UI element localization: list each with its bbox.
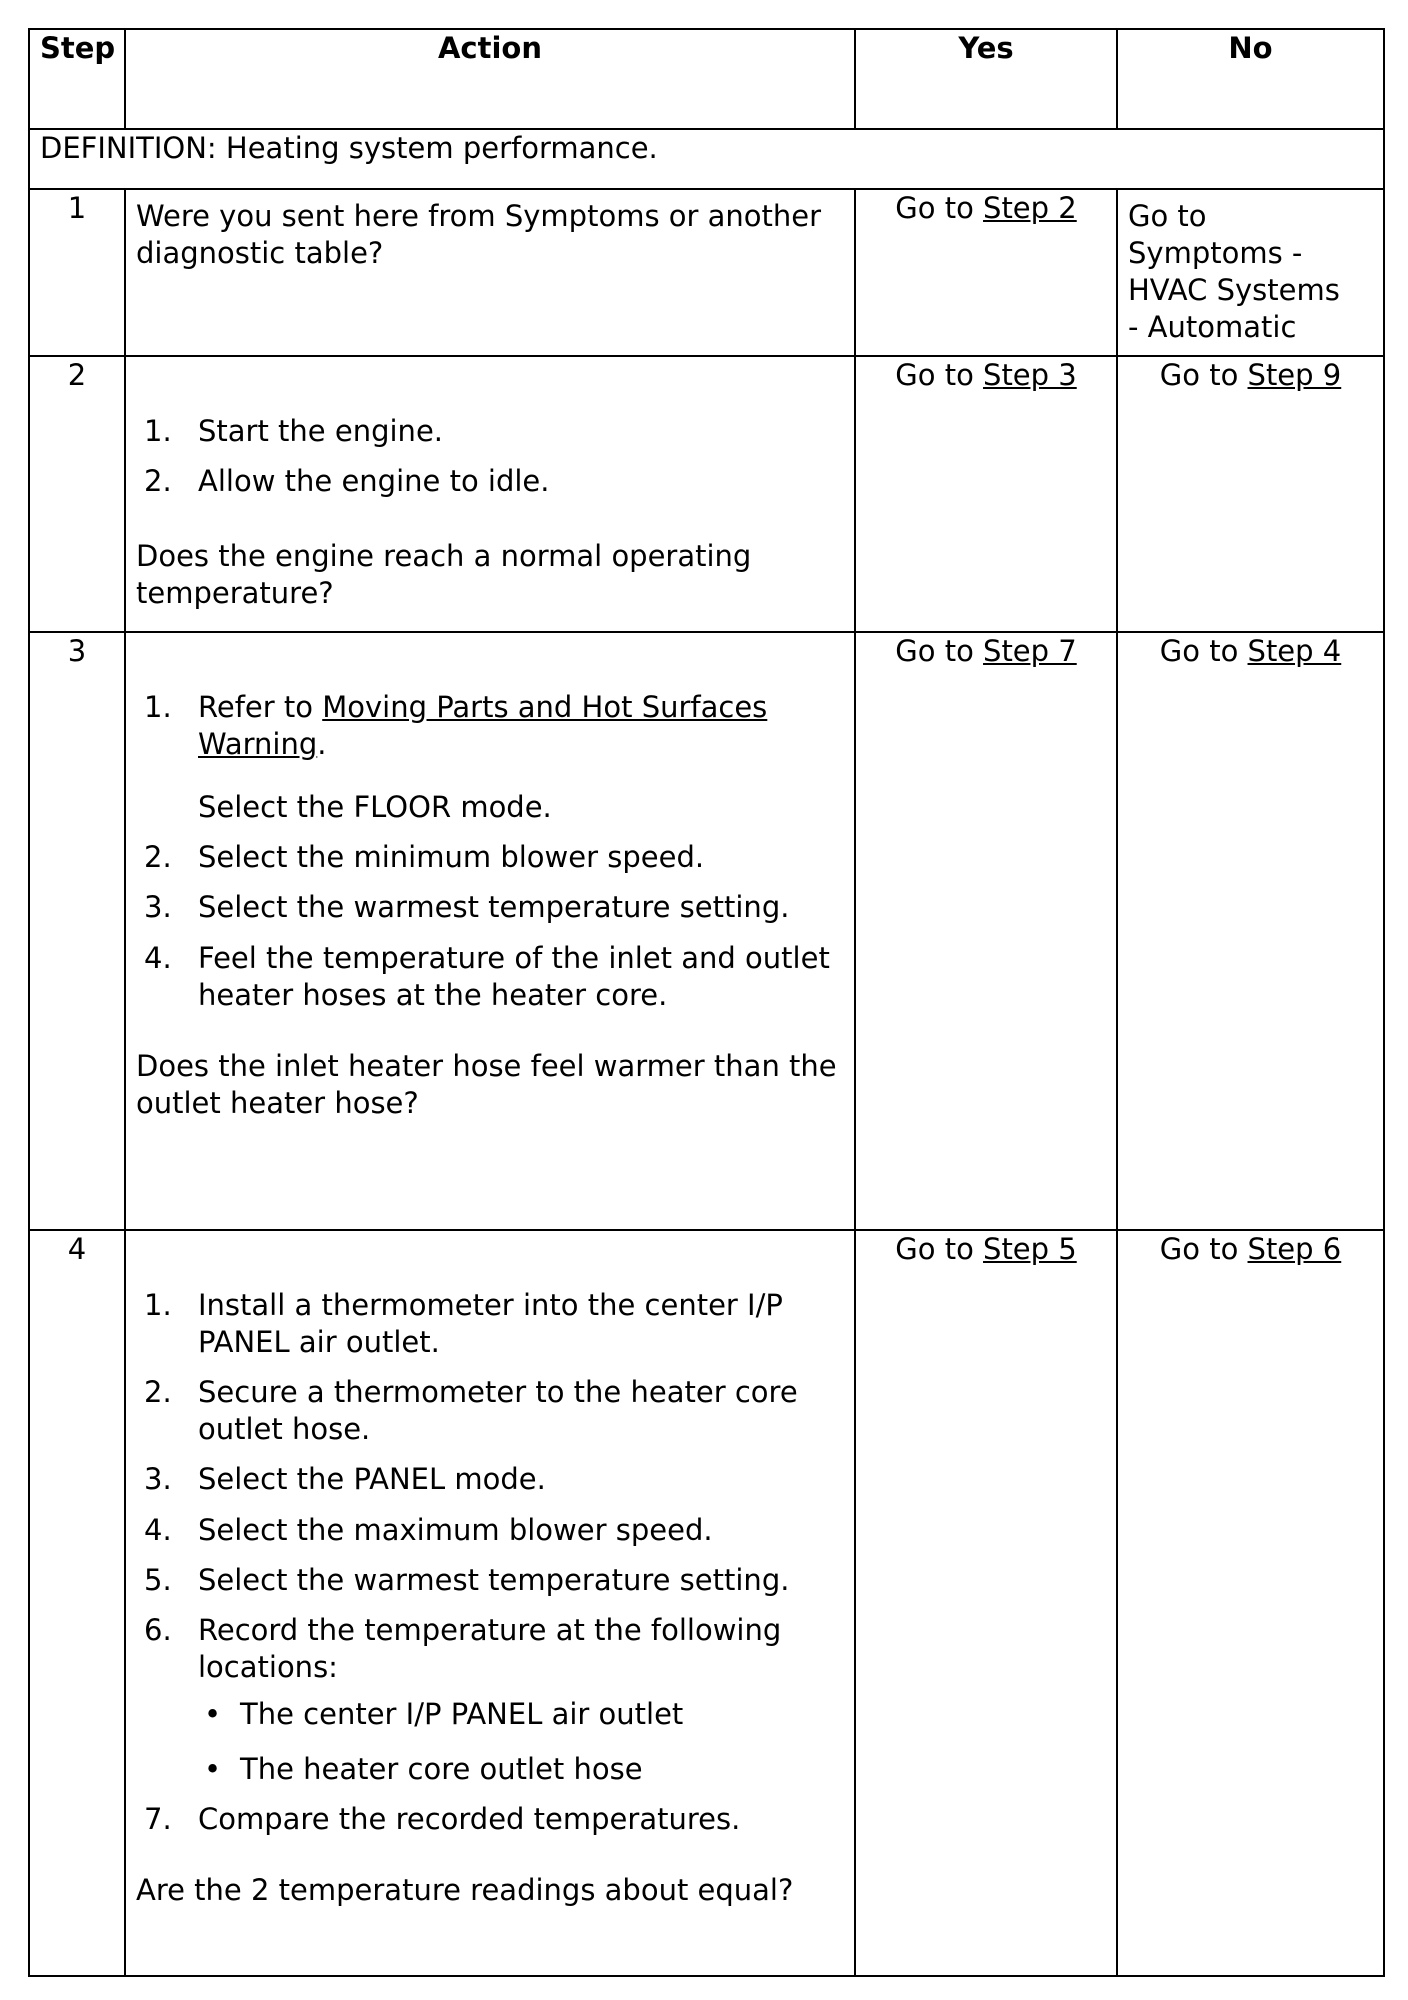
action-cell (125, 632, 855, 1230)
step-6-link[interactable]: Step 6 (1247, 1232, 1342, 1266)
step-number: 1 (29, 189, 125, 356)
table-row (29, 356, 1384, 632)
instruction-list (136, 413, 844, 500)
item-number: 7. (144, 1802, 172, 1837)
list-item (136, 1512, 844, 1549)
header-step: Step (29, 29, 125, 129)
item-text: Select the warmest temperature setting. (198, 890, 790, 925)
definition-row (29, 129, 1384, 189)
item-number: 3. (144, 890, 172, 925)
no-cell (1117, 632, 1384, 1230)
go-to-text: Go to (1159, 634, 1239, 668)
item-number: 2. (144, 1375, 172, 1410)
list-item (136, 1374, 844, 1448)
item-text: Select the maximum blower speed. (198, 1512, 713, 1547)
question-text: Does the inlet heater hose feel warmer than the outlet heater hose? (136, 1048, 837, 1120)
instruction-list (136, 689, 844, 1014)
list-item (136, 463, 844, 500)
no-cell (1117, 1230, 1384, 1976)
item-number: 1. (144, 690, 172, 724)
item-text: Compare the recorded temperatures. (198, 1802, 741, 1837)
list-item (136, 1801, 844, 1838)
bullet-text: The center I/P PANEL air outlet (240, 1696, 684, 1731)
step-number: 3 (29, 632, 125, 1230)
step-3-link[interactable]: Step 3 (983, 358, 1077, 392)
table-row (29, 632, 1384, 1230)
item-number: 1. (144, 414, 172, 448)
item-text: Feel the temperature of the inlet and outlet heater hoses at the heater core. (198, 940, 830, 1012)
step-2-link[interactable]: Step 2 (983, 191, 1077, 225)
item-text: Select the PANEL mode. (198, 1462, 546, 1497)
action-cell (125, 356, 855, 632)
item-text: Refer to (198, 690, 313, 724)
item-number: 2. (144, 840, 172, 875)
symptoms-link-line-1[interactable]: Symptoms - (1128, 236, 1303, 271)
yes-cell (855, 632, 1117, 1230)
item-number: 5. (144, 1562, 172, 1597)
step-7-link[interactable]: Step 7 (983, 634, 1077, 668)
bullet-item (198, 1751, 844, 1788)
bullet-icon: • (204, 1752, 222, 1787)
table-row (29, 1230, 1384, 1976)
moving-parts-warning-link[interactable]: Moving Parts and Hot Surfaces Warning (198, 690, 768, 762)
yes-cell (855, 189, 1117, 356)
question-text: Does the engine reach a normal operating temperature? (136, 539, 752, 611)
yes-cell (855, 1230, 1117, 1976)
question-text: Are the 2 temperature readings about equal? (136, 1873, 794, 1908)
item-text: Select the warmest temperature setting. (198, 1562, 790, 1597)
bullet-item (198, 1696, 844, 1733)
instruction-list (136, 1287, 844, 1838)
action-text: Were you sent here from Symptoms or another diagnostic table? (136, 199, 822, 271)
item-text: Allow the engine to idle. (198, 464, 550, 499)
header-row (29, 29, 1384, 129)
list-item (136, 940, 844, 1014)
action-cell (125, 189, 855, 356)
diagnostic-table (28, 28, 1385, 1977)
list-item (136, 1461, 844, 1498)
step-number: 2 (29, 356, 125, 632)
item-text: Secure a thermometer to the heater core outlet hose. (198, 1375, 798, 1447)
symptoms-link-line-2[interactable]: HVAC Systems (1128, 273, 1340, 308)
go-to-text: Go to (895, 634, 974, 668)
item-subtext: Select the FLOOR mode. (198, 790, 552, 825)
action-cell (125, 1230, 855, 1976)
bullet-list (198, 1696, 844, 1788)
header-no: No (1117, 29, 1384, 129)
step-4-link[interactable]: Step 4 (1247, 634, 1342, 668)
list-item (136, 1612, 844, 1788)
step-9-link[interactable]: Step 9 (1247, 358, 1342, 392)
symptoms-link-line-3[interactable]: - Automatic (1128, 310, 1297, 345)
yes-cell (855, 356, 1117, 632)
header-yes: Yes (855, 29, 1117, 129)
item-text: Start the engine. (198, 414, 443, 448)
bullet-text: The heater core outlet hose (240, 1752, 643, 1787)
item-text: Record the temperature at the following locations: (198, 1612, 782, 1684)
step-number: 4 (29, 1230, 125, 1976)
no-cell (1117, 189, 1384, 356)
item-text: Install a thermometer into the center I/P PANEL air outlet. (198, 1288, 783, 1360)
item-number: 1. (144, 1288, 172, 1322)
table-row (29, 189, 1384, 356)
go-to-text: Go to (1159, 1232, 1239, 1266)
item-text: Select the minimum blower speed. (198, 840, 705, 875)
item-number: 2. (144, 464, 172, 499)
item-number: 6. (144, 1612, 172, 1647)
go-to-text: Go to (895, 191, 974, 225)
list-item (136, 689, 844, 826)
item-text: . (317, 727, 327, 762)
definition-text: DEFINITION: Heating system performance. (29, 129, 1384, 189)
item-number: 4. (144, 940, 172, 975)
list-item (136, 889, 844, 926)
no-cell (1117, 356, 1384, 632)
step-5-link[interactable]: Step 5 (983, 1232, 1077, 1266)
go-to-text: Go to (895, 1232, 974, 1266)
list-item (136, 1562, 844, 1599)
bullet-icon: • (204, 1696, 222, 1731)
symptoms-hvac-link[interactable] (1128, 235, 1373, 346)
list-item (136, 1287, 844, 1361)
go-to-text: Go to (1128, 199, 1207, 233)
header-action: Action (125, 29, 855, 129)
list-item (136, 839, 844, 876)
list-item (136, 413, 844, 450)
item-number: 4. (144, 1512, 172, 1547)
item-number: 3. (144, 1462, 172, 1497)
go-to-text: Go to (895, 358, 974, 392)
go-to-text: Go to (1159, 358, 1239, 392)
